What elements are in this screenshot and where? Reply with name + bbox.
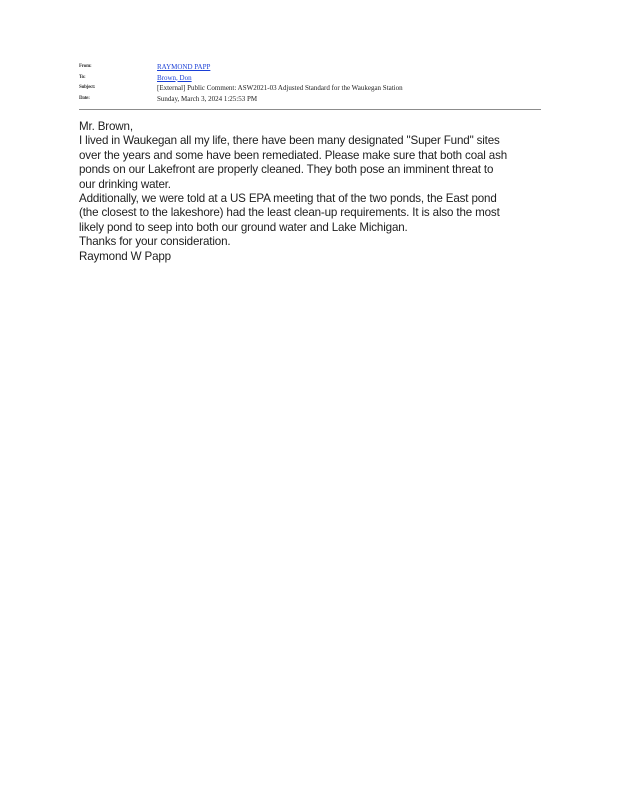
salutation-line: Mr. Brown, xyxy=(79,120,133,133)
body-line: ponds on our Lakefront are properly cleaned. They both pose an imminent threat to xyxy=(79,163,494,177)
sender-link[interactable]: RAYMOND PAPP xyxy=(157,63,211,71)
email-header xyxy=(79,62,541,104)
to-label: To: xyxy=(79,74,86,80)
date-value: Sunday, March 3, 2024 1:25:53 PM xyxy=(157,94,258,103)
body-line: Additionally, we were told at a US EPA meeting that of the two ponds, the East pond xyxy=(79,192,497,206)
subject-row xyxy=(79,83,541,94)
from-label: From: xyxy=(79,64,92,69)
body-line: I lived in Waukegan all my life, there have been many designated "Super Fund" sites xyxy=(79,134,500,148)
from-row xyxy=(79,62,541,73)
date-label: Date: xyxy=(79,95,90,101)
closing-line: Thanks for your consideration. xyxy=(79,235,231,249)
email-body xyxy=(79,120,547,264)
body-line: (the closest to the lakeshore) had the least clean-up requirements. It is also the most xyxy=(79,206,500,220)
body-line: over the years and some have been remediated. Please make sure that both coal ash xyxy=(79,148,508,162)
recipient-link[interactable]: Brown, Don xyxy=(157,73,192,82)
subject-value: [External] Public Comment: ASW2021-03 Adjusted Standard for the Waukegan Station xyxy=(157,84,403,92)
subject-label: Subject: xyxy=(79,85,96,90)
signature-line: Raymond W Papp xyxy=(79,249,171,263)
body-line: our drinking water. xyxy=(79,177,171,191)
to-row xyxy=(79,73,541,84)
header-divider xyxy=(79,109,541,110)
body-line: likely pond to seep into both our ground water and Lake Michigan. xyxy=(79,220,408,234)
date-row xyxy=(79,94,541,105)
